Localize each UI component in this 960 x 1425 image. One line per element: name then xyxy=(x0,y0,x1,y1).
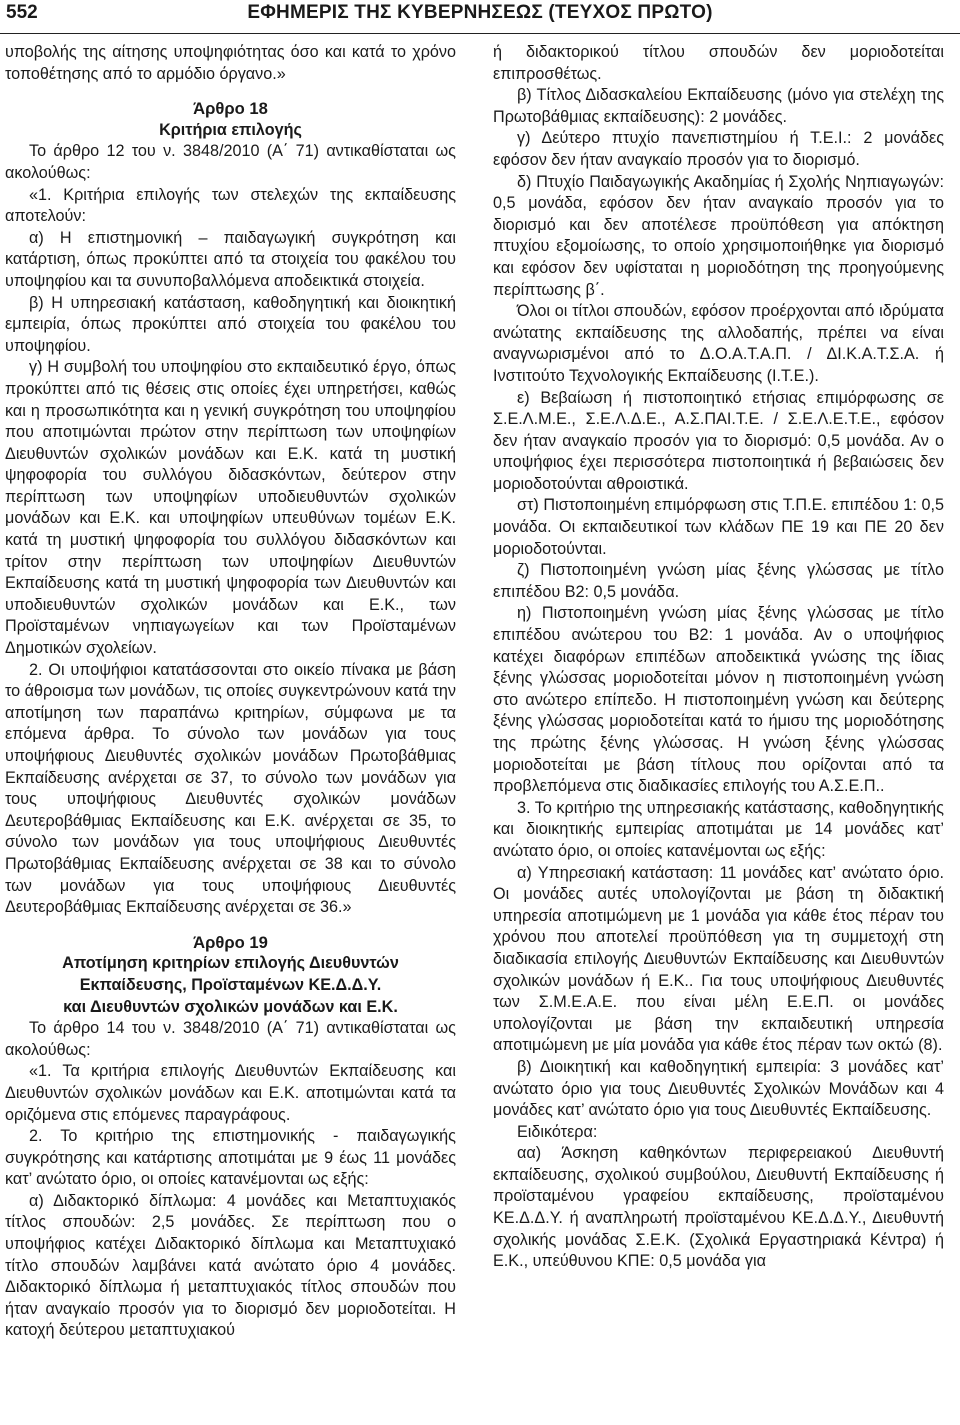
paragraph: α) Υπηρεσιακή κατάσταση: 11 μονάδες κατ’ ανώτατο όριο. Οι μονάδες αυτές υπολογίζονται με βάση τη διδακτική υπηρεσία αποτιμώμενη με 1 μονάδα για κάθε έτος πέραν του χρόνου που αποτελεί προϋπόθεση για τη συμμετοχή στη διαδικασία επιλογής Διευθυντών Εκπαίδευσης και Διευθυντών σχολικών μονάδων ή Ε.Κ.. Για τους υποψήφιους Διευθυντές των Σ.Μ.Ε.Α.Ε. που είναι μέλη Ε.Ε.Π. οι μονάδες υπολογίζονται με βάση την εκπαιδευτική υπηρεσία αποτιμώμενη με μία μονάδα για κάθε έτος πέραν των οκτώ (8). xyxy=(493,863,944,1055)
paragraph: στ) Πιστοποιημένη επιμόρφωση στις Τ.Π.Ε. επιπέδου 1: 0,5 μονάδα. Οι εκπαιδευτικοί των κλάδων ΠΕ 19 και ΠΕ 20 δεν μοριοδοτούνται. xyxy=(493,496,944,558)
paragraph: β) Η υπηρεσιακή κατάσταση, καθοδηγητική και διοικητική εμπειρία, όπως προκύπτει από στοιχεία του φακέλου του υποψηφίου. xyxy=(5,293,456,355)
paragraph: «1. Τα κριτήρια επιλογής Διευθυντών Εκπαίδευσης και Διευθυντών σχολικών μονάδων και Ε.Κ. αποτιμώνται κατά τα οριζόμενα στις επόμενες παραγράφους. xyxy=(5,1062,456,1124)
paragraph: Όλοι οι τίτλοι σπουδών, εφόσον προέρχονται από ιδρύματα ανώτατης εκπαίδευσης της αλλοδαπής, πρέπει να είναι αναγνωρισμένοι από το Δ.Ο.Α.Τ.Α.Π. / ΔΙ.Κ.Α.Τ.Σ.Α. ή Ινστιτούτο Τεχνολογικής Εκπαίδευσης (Ι.Τ.Ε.). xyxy=(493,302,944,385)
paragraph: α) Διδακτορικό δίπλωμα: 4 μονάδες και Μεταπτυχιακός τίτλος σπουδών: 2,5 μονάδες. Σε περίπτωση που ο υποψήφιος κατέχει Διδακτορικό δίπλωμα και Μεταπτυχιακό τίτλο σπουδών λαμβάνει κατά ανώτατο όριο 4 μονάδες. Διδακτορικό δίπλωμα ή μεταπτυχιακός τίτλος σπουδών που ήταν αναγκαίο προσόν για το διορισμό δεν μοριοδοτείται. Η κατοχή δεύτερου μεταπτυχιακού xyxy=(5,1191,456,1340)
paragraph: 3. Το κριτήριο της υπηρεσιακής κατάστασης, καθοδηγητικής και διοικητικής εμπειρίας αποτιμάται με 14 μονάδες κατ’ ανώτατο όριο, οι οποίες κατανέμονται ως εξής: xyxy=(493,798,944,860)
paragraph: β) Τίτλος Διδασκαλείου Εκπαίδευσης (μόνο για στελέχη της Πρωτοβάθμιας εκπαίδευσης): 2 μονάδες. xyxy=(493,86,944,126)
paragraph: α) Η επιστημονική – παιδαγωγική συγκρότηση και κατάρτιση, όπως προκύπτει από τα στοιχεία του φακέλου του υποψηφίου και τα συνυποβαλλόμενα αποδεικτικά στοιχεία. xyxy=(5,228,456,290)
page-number: 552 xyxy=(6,2,38,23)
paragraph: Το άρθρο 14 του ν. 3848/2010 (Α΄ 71) αντικαθίσταται ως ακολούθως: xyxy=(5,1019,456,1059)
paragraph: «1. Κριτήρια επιλογής των στελεχών της εκπαίδευσης αποτελούν: xyxy=(5,185,456,226)
article-18-subtitle: Κριτήρια επιλογής xyxy=(159,120,302,139)
paragraph: γ) Δεύτερο πτυχίο πανεπιστημίου ή Τ.Ε.Ι.: 2 μονάδες εφόσον δεν ήταν αναγκαίο προσόν για το διορισμό. xyxy=(493,129,944,169)
paragraph: Το άρθρο 12 του ν. 3848/2010 (Α΄ 71) αντικαθίσταται ως ακολούθως: xyxy=(5,142,456,182)
page-header xyxy=(0,0,960,34)
paragraph: δ) Πτυχίο Παιδαγωγικής Ακαδημίας ή Σχολής Νηπιαγωγών: 0,5 μονάδα, εφόσον δεν ήταν αναγκαίο προσόν για το διορισμό και δεν αποτέλεσε προϋπόθεση για απόκτηση πτυχίου εξομοίωσης, το οποίο χρησιμοποιήθηκε για διορισμό και εφόσον δεν υφίσταται η μοριοδότηση της προηγούμενης περίπτωσης β΄. xyxy=(493,172,944,299)
paragraph: ή διδακτορικού τίτλου σπουδών δεν μοριοδοτείται επιπροσθέτως. xyxy=(493,43,944,83)
right-column xyxy=(493,42,944,1422)
paragraph: η) Πιστοποιημένη γνώση μίας ξένης γλώσσας με τίτλο επιπέδου ανώτερου του Β2: 1 μονάδα. Αν ο υποψήφιος κατέχει διαφόρων επιπέδων αποδεικτικά γνώσης της ίδιας ξένης γλώσσας μοριοδοτείται μόνον η πιστοποιημένη γνώση στο ανώτερο επίπεδο. Η πιστοποιημένη γνώση και δεύτερης ξένης γλώσσας μοριοδοτείται κατά το ήμισυ της μοριοδότησης της πρώτης ξένης γλώσσας. Η γνώση ξένης γλώσσας μοριοδοτείται με βάση τίτλους που ορίζονται από τα προβλεπόμενα στις διαδικασίες επιλογής του Α.Σ.Ε.Π.. xyxy=(493,604,944,796)
paragraph: γ) Η συμβολή του υποψηφίου στο εκπαιδευτικό έργο, όπως προκύπτει από τις θέσεις στις οποίες έχει υπηρετήσει, καθώς και η προσωπικότητα και η γενική συγκρότηση του υποψηφίου που αποτιμώνται πρώτον στην περίπτωση των υποψηφίων Διευθυντών σχολικών μονάδων και Ε.Κ. κατά τη μυστική ψηφοφορία του συλλόγου διδασκόντων, δεύτερον στην περίπτωση των υποψηφίων υποδιευθυντών σχολικών μονάδων και Ε.Κ. και υποψηφίων υπευθύνων τομέων Ε.Κ. κατά τη μυστική ψηφοφορία του συλλόγου διδασκόντων και τρίτον στην περίπτωση των υποψηφίων Διευθυντών Εκπαίδευσης κατά τη μυστική ψηφοφορία των Διευθυντών και υποδιευθυντών σχολικών μονάδων και Ε.Κ., των Προϊσταμένων νηπιαγωγείων και των Προϊσταμένων Δημοτικών σχολείων. xyxy=(5,358,456,658)
paragraph: 2. Οι υποψήφιοι κατατάσσονται στο οικείο πίνακα με βάση το άθροισμα των μονάδων, τις οποίες συγκεντρώνουν κατά την αποτίμηση των παραπάνω κριτηρίων, σύμφωνα με τα επόμενα άρθρα. Το σύνολο των μονάδων για τους υποψήφιους Διευθυντές σχολικών μονάδων Πρωτοβάθμιας Εκπαίδευσης ανέρχεται σε 37, το σύνολο των μονάδων για τους υποψήφιους Διευθυντές σχολικών μονάδων Δευτεροβάθμιας Εκπαίδευσης και Ε.Κ. ανέρχεται σε 35, το σύνολο των μονάδων για τους υποψήφιους Διευθυντές Πρωτοβάθμιας Εκπαίδευσης ανέρχεται σε 38 και το σύνολο των μονάδων για τους υποψήφιους Διευθυντές Δευτεροβάθμιας Εκπαίδευσης ανέρχεται σε 36.» xyxy=(5,660,456,917)
paragraph: αα) Άσκηση καθηκόντων περιφερειακού Διευθυντή εκπαίδευσης, σχολικού συμβούλου, Διευθυντή Εκπαίδευσης ή προϊσταμένου γραφείου εκπαίδευσης, προϊσταμένου ΚΕ.Δ.Δ.Υ. ή αναπληρωτή προϊσταμένου ΚΕ.Δ.Δ.Υ., Διευθυντή σχολικής μονάδας Σ.Ε.Κ. (Σχολικά Εργαστηριακά Κέντρα) ή Ε.Κ., υπεύθυνου ΚΠΕ: 0,5 μονάδα για xyxy=(493,1144,944,1271)
left-column xyxy=(5,42,456,1422)
paragraph: Ειδικότερα: xyxy=(517,1122,598,1141)
article-18-title: Άρθρο 18 xyxy=(193,99,268,119)
article-19-subtitle-line2: Εκπαίδευσης, Προϊσταμένων ΚΕ.Δ.Δ.Υ. xyxy=(79,975,382,994)
paragraph: ε) Βεβαίωση ή πιστοποιητικό ετήσιας επιμόρφωσης σε Σ.Ε.Λ.Μ.Ε., Σ.Ε.Λ.Δ.Ε., Α.Σ.ΠΑΙ.Τ.Ε. / Σ.Ε.Λ.Ε.Τ.Ε., εφόσον δεν ήταν αναγκαίο προσόν για το διορισμό: 0,5 μονάδα. Αν ο υποψήφιος έχει περισσότερα πιστοποιητικά ή βεβαιώσεις δεν μοριοδοτούνται αθροιστικά. xyxy=(493,388,944,493)
paragraph: υποβολής της αίτησης υποψηφιότητας όσο και κατά το χρόνο τοποθέτησης από το αρμόδιο όργανο.» xyxy=(5,43,456,83)
article-19-title: Άρθρο 19 xyxy=(193,932,268,952)
paragraph: ζ) Πιστοποιημένη γνώση μίας ξένης γλώσσας με τίτλο επιπέδου Β2: 0,5 μονάδα. xyxy=(493,561,944,601)
gazette-title: ΕΦΗΜΕΡΙΣ ΤΗΣ ΚΥΒΕΡΝΗΣΕΩΣ (ΤΕΥΧΟΣ ΠΡΩΤΟ) xyxy=(247,2,713,23)
paragraph: β) Διοικητική και καθοδηγητική εμπειρία: 3 μονάδες κατ’ ανώτατο όριο για τους Διευθυντές Σχολικών Μονάδων και 4 μονάδες κατ’ ανώτατο όριο για τους Διευθυντές Εκπαίδευσης. xyxy=(493,1057,944,1120)
article-19-subtitle-line3: και Διευθυντών σχολικών μονάδων και Ε.Κ. xyxy=(63,997,398,1016)
paragraph: 2. Το κριτήριο της επιστημονικής - παιδαγωγικής συγκρότησης και κατάρτισης αποτιμάται με 9 έως 11 μονάδες κατ’ ανώτατο όριο, οι οποίες κατανέμονται ως εξής: xyxy=(5,1127,456,1189)
article-19-subtitle-line1: Αποτίμηση κριτηρίων επιλογής Διευθυντών xyxy=(62,954,399,973)
